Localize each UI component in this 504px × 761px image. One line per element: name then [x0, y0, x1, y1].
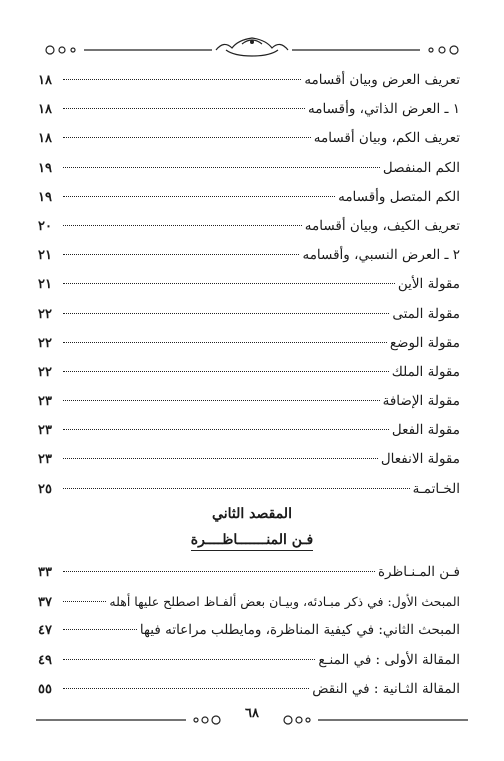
toc-page: ١٩ — [38, 189, 52, 205]
toc-page: ١٩ — [38, 160, 52, 176]
toc-page: ٥٥ — [38, 681, 52, 697]
toc-page: ٢٣ — [38, 423, 52, 439]
toc-row[interactable] — [38, 416, 460, 445]
section-heading: المقصد الثاني — [212, 506, 292, 522]
dot-leader — [63, 225, 302, 226]
section-subheading-text: فـن المنـــــــاظــــرة — [191, 532, 313, 551]
toc-page: ٢٢ — [38, 364, 52, 380]
toc-list-2 — [38, 558, 460, 704]
page-number: ٦٨ — [245, 706, 259, 721]
toc-title: تعريف الكم، وبيان أقسامه — [313, 130, 460, 147]
toc-page: ٢٣ — [38, 394, 52, 410]
toc-row[interactable] — [38, 445, 460, 474]
toc-row[interactable] — [38, 95, 460, 124]
dot-leader — [63, 254, 299, 255]
dot-leader — [63, 167, 380, 168]
toc-row[interactable] — [38, 270, 460, 299]
dot-leader — [63, 196, 335, 197]
toc-row[interactable] — [38, 183, 460, 212]
toc-row[interactable] — [38, 675, 460, 704]
dot-leader — [63, 79, 301, 80]
toc-row[interactable] — [38, 241, 460, 270]
dot-leader — [63, 458, 378, 459]
toc-title: الخـاتمـة — [412, 480, 460, 497]
toc-title: مقولة المتى — [392, 305, 460, 322]
toc-title: مقولة الأين — [397, 276, 460, 293]
toc-title: مقولة الانفعال — [380, 451, 460, 468]
dot-leader — [63, 688, 309, 689]
dot-leader — [63, 571, 375, 572]
dot-leader — [63, 137, 311, 138]
dot-leader — [63, 659, 315, 660]
toc-page: ٤٩ — [38, 652, 52, 668]
toc-page: ٢٢ — [38, 306, 52, 322]
toc-title: مقولة الملك — [391, 363, 460, 380]
dot-leader — [63, 429, 389, 430]
toc-title: الكم المتصل وأقسامه — [338, 188, 460, 205]
toc-page: ١٨ — [38, 102, 52, 118]
toc-row[interactable] — [38, 587, 460, 616]
toc-title: تعريف الكيف، وبيان أقسامه — [304, 217, 460, 234]
dot-leader — [63, 313, 389, 314]
toc-page: ٣٣ — [38, 565, 52, 580]
toc-row[interactable] — [38, 124, 460, 153]
toc-page: ٢٢ — [38, 335, 52, 351]
toc-row[interactable] — [38, 66, 460, 95]
toc-title: فـن المـنـاظرة — [377, 564, 460, 580]
toc-page: ٣٧ — [38, 595, 52, 611]
toc-page: ٢٥ — [38, 481, 52, 497]
toc-row[interactable] — [38, 300, 460, 329]
toc-title: المقالة الأولى : في المنـع — [318, 651, 460, 668]
toc-title: ٢ ـ العرض النسبي، وأقسامه — [302, 247, 460, 264]
toc-page: ١٨ — [38, 73, 52, 88]
toc-title: المبحث الثاني: في كيفية المناظرة، ومايطلب مراعاته فيها — [139, 622, 460, 639]
dot-leader — [63, 371, 389, 372]
toc-row[interactable] — [38, 358, 460, 387]
dot-leader — [63, 601, 106, 602]
toc-title: ١ ـ العرض الذاتي، وأقسامه — [308, 101, 460, 118]
toc-row[interactable] — [38, 616, 460, 645]
toc-row[interactable] — [38, 387, 460, 416]
toc-row[interactable] — [38, 329, 460, 358]
section-subheading — [0, 532, 504, 548]
toc-page: ٤٧ — [38, 623, 52, 639]
header-ornament — [36, 36, 468, 60]
toc-title: الكم المنفصل — [382, 159, 460, 176]
dot-leader — [63, 629, 137, 630]
dot-leader — [63, 400, 380, 401]
toc-page: ٢٠ — [38, 218, 52, 234]
dot-leader — [63, 342, 387, 343]
toc-row[interactable] — [38, 154, 460, 183]
toc-list — [38, 66, 460, 504]
toc-page: ٢١ — [38, 248, 52, 264]
toc-row[interactable] — [38, 646, 460, 675]
toc-title: مقولة الوضع — [389, 334, 460, 351]
dot-leader — [63, 488, 410, 489]
toc-title: المقالة الثـانية : في النقض — [312, 680, 460, 697]
toc-page: ١٨ — [38, 131, 52, 147]
toc-title: مقولة الفعل — [391, 422, 460, 439]
toc-title: المبحث الأول: في ذكر مبـادئه، وبيـان بعض ألفـاظ اصطلح عليها أهله — [109, 594, 460, 610]
toc-page: ٢٣ — [38, 452, 52, 468]
toc-row[interactable] — [38, 212, 460, 241]
toc-row[interactable] — [38, 558, 460, 587]
dot-leader — [63, 283, 395, 284]
toc-title: تعريف العرض وبيان أقسامه — [304, 72, 460, 88]
toc-row[interactable] — [38, 475, 460, 504]
toc-page: ٢١ — [38, 277, 52, 293]
toc-title: مقولة الإضافة — [382, 393, 460, 410]
dot-leader — [63, 108, 305, 109]
